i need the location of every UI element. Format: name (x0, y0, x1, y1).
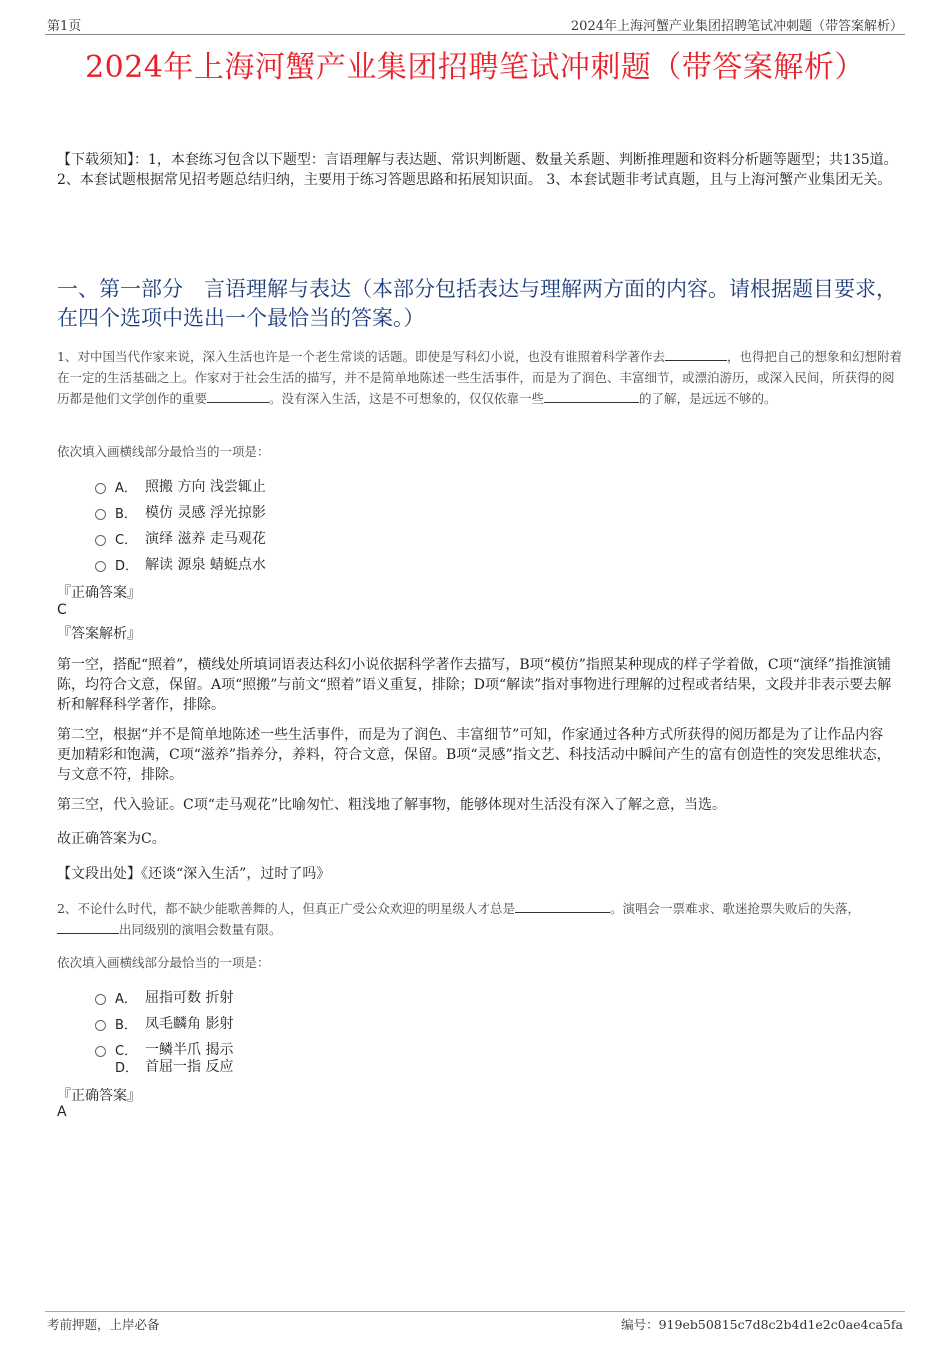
q1-option-a[interactable]: A． 照搬 方向 浅尝辄止 (95, 476, 266, 496)
q1-option-d[interactable]: D． 解读 源泉 蜻蜓点水 (95, 554, 266, 574)
radio-icon[interactable] (95, 535, 106, 546)
q2-option-d[interactable]: D． 首屈一指 反应 (115, 1059, 234, 1076)
q1-option-c[interactable]: C． 演绎 滋养 走马观花 (95, 528, 266, 548)
radio-icon[interactable] (95, 1020, 106, 1031)
radio-icon[interactable] (95, 1046, 106, 1057)
q2-text-part-b: 。演唱会一票难求、歌迷抢票失败后的失落， (609, 901, 860, 916)
radio-icon[interactable] (95, 509, 106, 520)
blank-line (515, 900, 610, 913)
question-2-prompt: 依次填入画横线部分最恰当的一项是： (57, 955, 270, 970)
q1-text-part-c: 。没有深入生活，这是不可想象的，仅仅依靠一些 (269, 391, 545, 406)
q1-text-part-a: 1、对中国当代作家来说，深入生活也许是一个老生常谈的话题。即使是写科幻小说，也没有谁照着科学著作去 (57, 349, 665, 364)
q2-option-a[interactable]: A． 屈指可数 折射 (95, 987, 233, 1007)
question-2-text (57, 898, 902, 940)
radio-icon[interactable] (95, 561, 106, 572)
q2-answer-label: 『正确答案』 (57, 1088, 141, 1104)
q1-source: 【文段出处】《还谈“深入生活”，过时了吗》 (57, 866, 331, 882)
question-1-text (57, 346, 902, 409)
blank-line (207, 390, 269, 403)
q1-analysis-conclusion: 故正确答案为C。 (57, 831, 166, 847)
header-divider (45, 34, 905, 35)
q2-answer: A (57, 1104, 67, 1120)
footer-divider (45, 1311, 905, 1312)
download-notice: 【下载须知】：1，本套练习包含以下题型：言语理解与表达题、常识判断题、数量关系题、判断推理题和资料分析题等题型；共135道。 2、本套试题根据常见招考题总结归纳，主要用于练习答题思路和拓展知识面。 3、本套试题非考试真题，且与上海河蟹产业集团无关。 (57, 152, 898, 188)
q1-answer: C (57, 602, 67, 618)
radio-icon[interactable] (95, 483, 106, 494)
q1-answer-label: 『正确答案』 (57, 585, 141, 601)
section-heading: 一、第一部分 言语理解与表达（本部分包括表达与理解两方面的内容。请根据题目要求，在四个选项中选出一个最恰当的答案。） (57, 277, 897, 330)
q2-option-b[interactable]: B． 凤毛麟角 影射 (95, 1013, 233, 1033)
q1-analysis-label: 『答案解析』 (57, 626, 141, 642)
footer-slogan: 考前押题，上岸必备 (47, 1317, 160, 1332)
q2-option-c[interactable]: C． 一鳞半爪 揭示 (95, 1039, 233, 1059)
page-number: 第1页 (47, 19, 82, 34)
blank-line (665, 348, 727, 361)
page-title: 2024年上海河蟹产业集团招聘笔试冲刺题（带答案解析） (85, 50, 865, 85)
q1-analysis-para-3: 第三空，代入验证。C项“走马观花”比喻匆忙、粗浅地了解事物，能够体现对生活没有深入了解之意，当选。 (57, 797, 727, 813)
radio-icon[interactable] (95, 994, 106, 1005)
blank-line (544, 390, 639, 403)
q1-analysis-para-1: 第一空，搭配“照着”，横线处所填词语表达科幻小说依据科学著作去描写，B项“模仿”指照某种现成的样子学着做，C项“演绎”指推演铺陈，均符合文意，保留。A项“照搬”与前文“照着”语义重复，排除；D项“解读”指对事物进行理解的过程或者结果，文段并非表示要去解析和解释科学著作，排除。 (57, 657, 892, 713)
question-1-prompt: 依次填入画横线部分最恰当的一项是： (57, 444, 270, 459)
blank-line (57, 921, 119, 934)
q1-text-part-d: 的了解，是远远不够的。 (639, 391, 777, 406)
q2-text-part-a: 2、不论什么时代，都不缺少能歌善舞的人，但真正广受公众欢迎的明星级人才总是 (57, 901, 515, 916)
footer-code: 编号：919eb50815c7d8c2b4d1e2c0ae4ca5fa (621, 1317, 903, 1332)
header-doc-title: 2024年上海河蟹产业集团招聘笔试冲刺题（带答案解析） (570, 19, 903, 34)
q1-text-part-b: ，也得把自己的想象和幻想附着在一定的生活基础之上。作家对于社会生活的描写，并不是简单地陈述一些生活事件，而是为了润色、丰富细节，或漂泊游历，或深入民间，所获得的阅历都是他们文学创作的重要 (57, 349, 902, 406)
q1-option-b[interactable]: B． 模仿 灵感 浮光掠影 (95, 502, 266, 522)
q2-text-part-c: 出同级别的演唱会数量有限。 (119, 922, 282, 937)
q1-analysis-para-2: 第二空，根据“并不是简单地陈述一些生活事件，而是为了润色、丰富细节”可知，作家通过各种方式所获得的阅历都是为了让作品内容更加精彩和饱满，C项“滋养”指养分，养料，符合文意，保留。B项“灵感”指文艺、科技活动中瞬间产生的富有创造性的突发思维状态，与文意不符，排除。 (57, 727, 891, 783)
